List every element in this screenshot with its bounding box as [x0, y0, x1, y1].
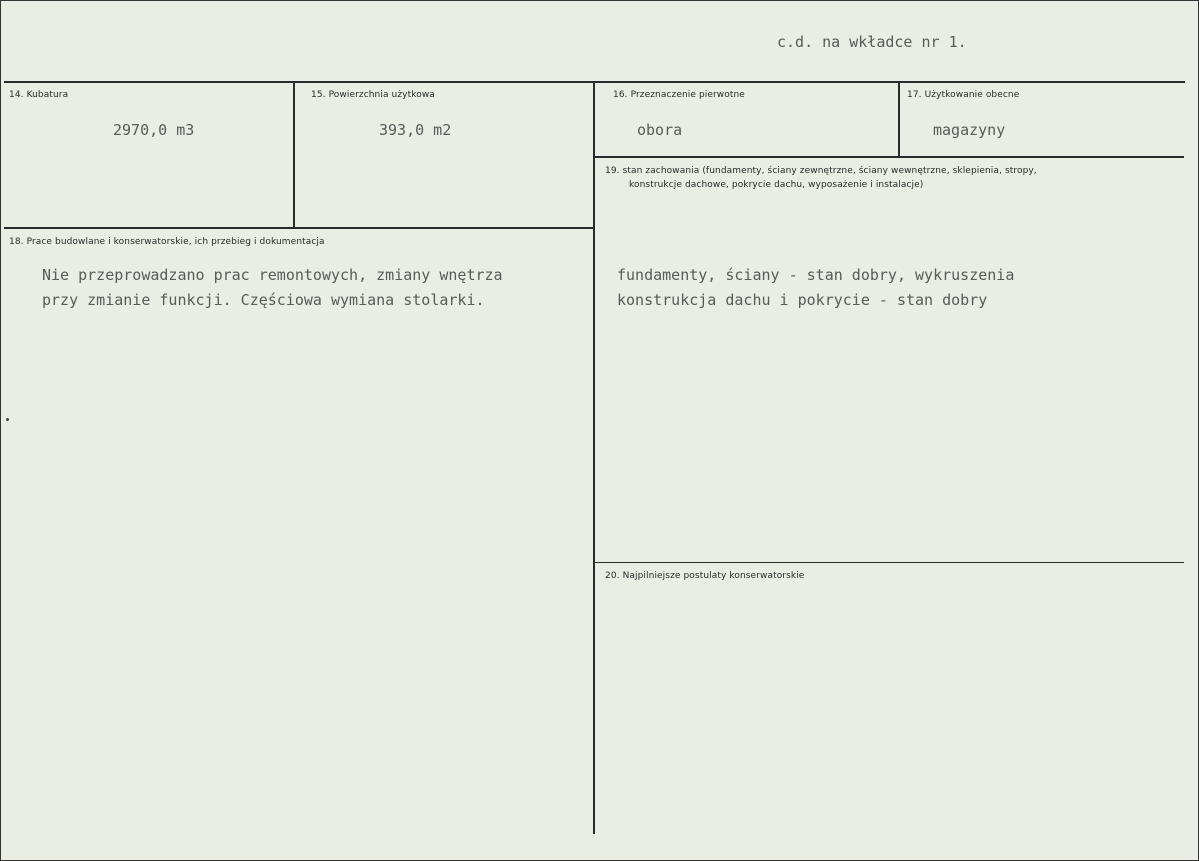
field-19-label-line2: konstrukcje dachowe, pokrycie dachu, wyposażenie i instalacje): [629, 180, 924, 190]
divider-left-right: [593, 82, 595, 834]
field-16-value: obora: [637, 121, 683, 139]
field-19-line-1: fundamenty, ściany - stan dobry, wykruszenia: [617, 266, 1015, 284]
field-17-label: 17. Użytkowanie obecne: [907, 90, 1020, 100]
field-19-line-2: konstrukcja dachu i pokrycie - stan dobry: [617, 291, 988, 309]
divider-row-19: [594, 156, 1184, 158]
field-17-value: magazyny: [933, 121, 1006, 139]
divider-row-20: [594, 562, 1184, 563]
field-18-label: 18. Prace budowlane i konserwatorskie, ich przebieg i dokumentacja: [9, 237, 325, 247]
field-15-value: 393,0 m2: [379, 121, 452, 139]
continuation-note: c.d. na wkładce nr 1.: [777, 33, 967, 51]
field-16-label: 16. Przeznaczenie pierwotne: [613, 90, 745, 100]
divider-14-15: [293, 82, 295, 228]
divider-row-18: [4, 227, 594, 229]
field-14-label: 14. Kubatura: [9, 90, 69, 100]
divider-16-17: [898, 82, 900, 157]
field-14-value: 2970,0 m3: [113, 121, 195, 139]
paper-speck: [6, 418, 9, 421]
field-18-line-1: Nie przeprowadzano prac remontowych, zmiany wnętrza: [42, 266, 503, 284]
field-20-label: 20. Najpilniejsze postulaty konserwatorskie: [605, 571, 805, 581]
field-15-label: 15. Powierzchnia użytkowa: [311, 90, 435, 100]
field-18-line-2: przy zmianie funkcji. Częściowa wymiana stolarki.: [42, 291, 485, 309]
field-19-label-line1: 19. stan zachowania (fundamenty, ściany zewnętrzne, ściany wewnętrzne, sklepienia, stropy,: [605, 166, 1037, 176]
